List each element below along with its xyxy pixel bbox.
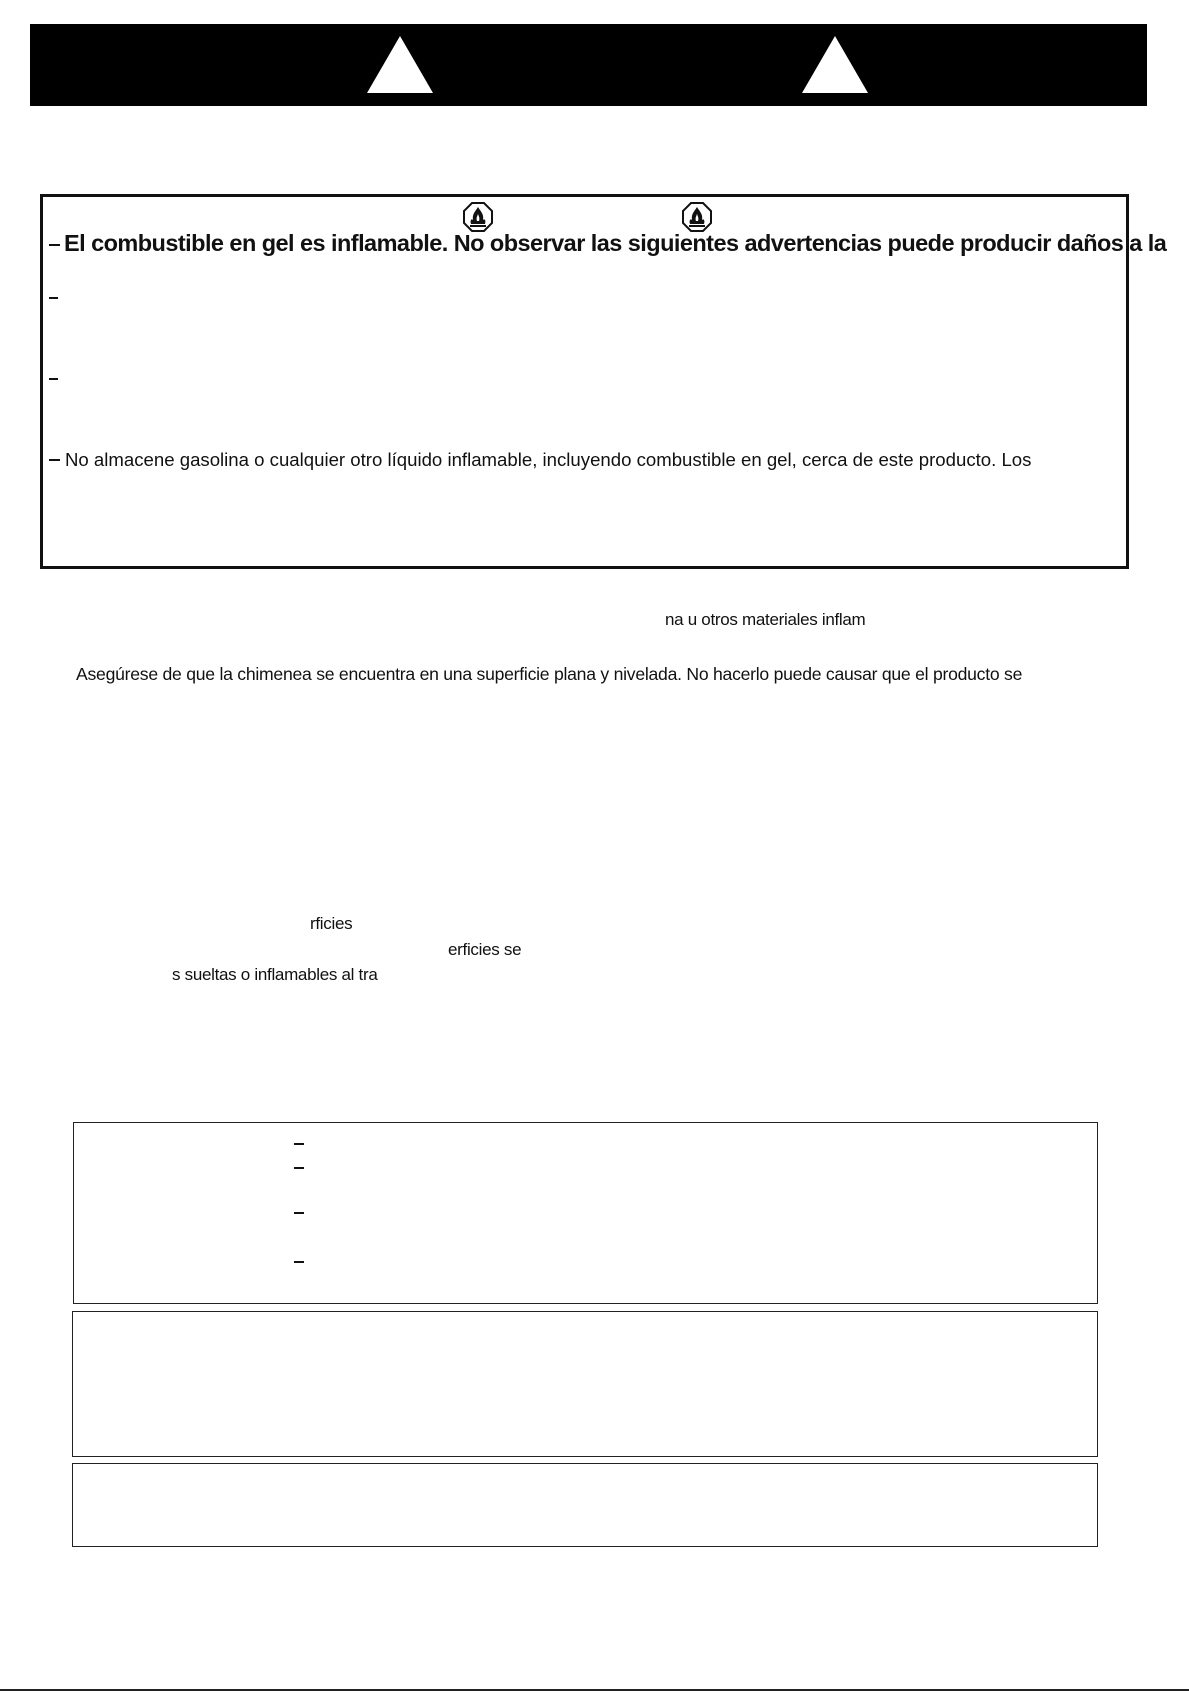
- page-bottom-rule: [0, 1689, 1189, 1691]
- info-box-3: [72, 1463, 1098, 1547]
- warning-line-4: No almacene gasolina o cualquier otro líquido inflamable, incluyendo combustible en gel, cerca de este producto. Los: [65, 449, 1032, 470]
- flammable-flame-icon: [463, 202, 493, 232]
- list-dash: [49, 459, 60, 461]
- text-fragment-erficies: erficies se: [448, 940, 522, 959]
- list-dash: [294, 1212, 304, 1214]
- warning-triangle-icon: [367, 36, 433, 93]
- warning-line-1: El combustible en gel es inflamable. No observar las siguientes advertencias puede producir daños a la: [64, 230, 1167, 256]
- flammable-flame-icon: [682, 202, 712, 232]
- list-dash: [49, 378, 58, 380]
- text-fragment-materials: na u otros materiales inflam: [665, 610, 866, 629]
- list-dash: [49, 244, 60, 246]
- list-dash: [49, 297, 58, 299]
- info-box-1: [73, 1122, 1098, 1304]
- text-fragment-sueltas: s sueltas o inflamables al tra: [172, 965, 378, 984]
- warning-triangle-icon: [802, 36, 868, 93]
- list-dash: [294, 1261, 304, 1263]
- info-box-2: [72, 1311, 1098, 1457]
- list-dash: [294, 1143, 304, 1145]
- list-dash: [294, 1167, 304, 1169]
- level-surface-text: Asegúrese de que la chimenea se encuentra en una superficie plana y nivelada. No hacerlo puede causar que el producto se: [76, 664, 1023, 684]
- text-fragment-rficies: rficies: [310, 914, 353, 933]
- warning-header-banner: [30, 24, 1147, 106]
